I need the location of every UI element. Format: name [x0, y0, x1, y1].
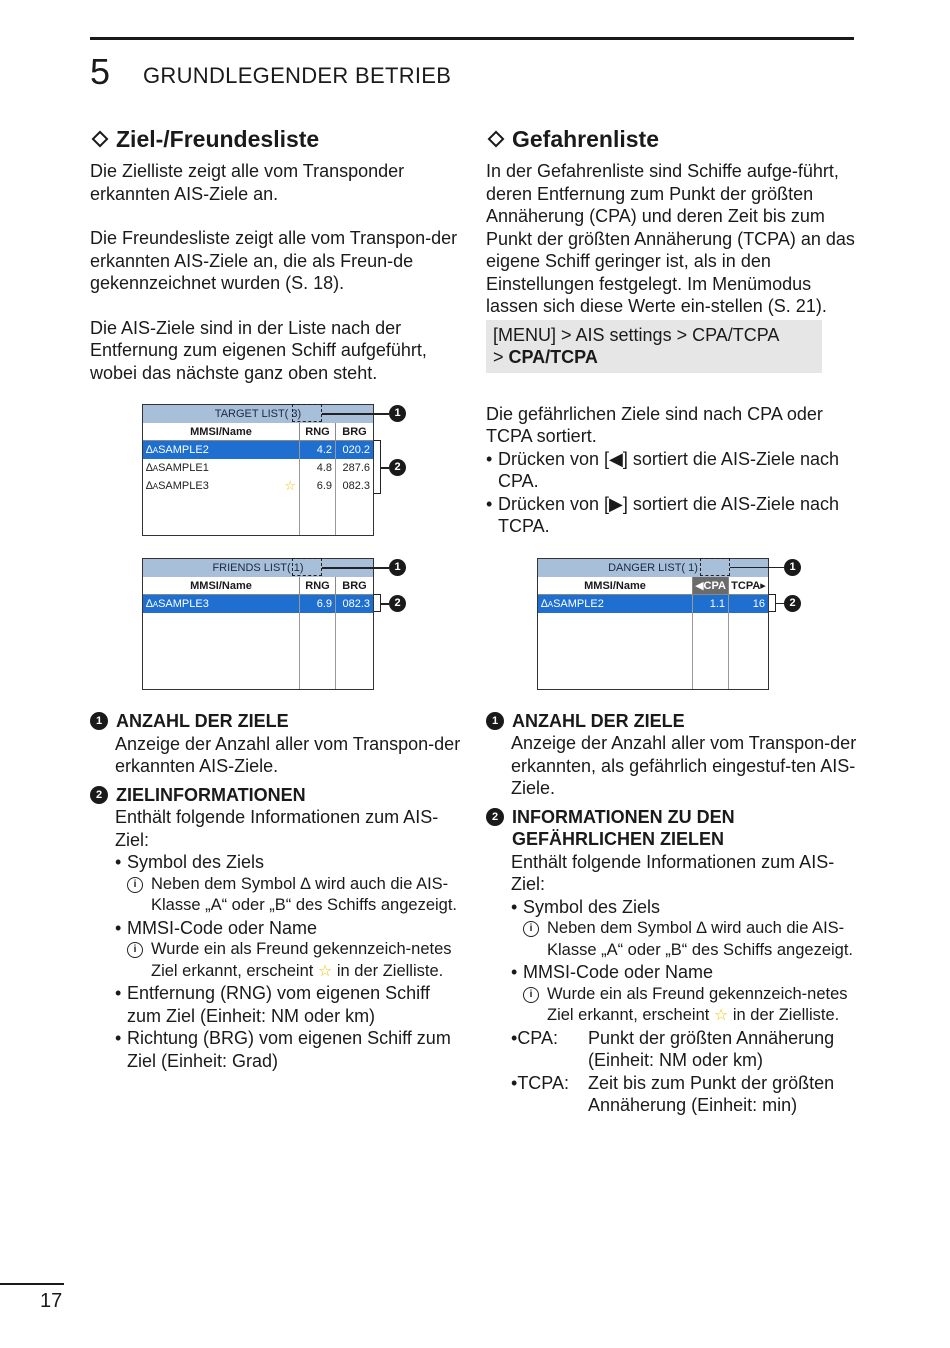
section-title-danger-list: Gefahrenliste [486, 124, 858, 154]
chapter-number: 5 [90, 51, 111, 92]
paragraph: Die Zielliste zeigt alle vom Transponder erkannten AIS-Ziele an. [90, 161, 405, 204]
chapter-title: GRUNDLEGENDER BETRIEB [143, 63, 452, 88]
target-icon: ∆ [146, 480, 153, 492]
definition-tcpa: •TCPA: Zeit bis zum Punkt der größten Annäherung (Einheit: min) [511, 1072, 835, 1115]
list-item: • Drücken von [▶] sortiert die AIS-Ziele nach TCPA. [486, 493, 839, 536]
list-item: • Symbol des Ziels [511, 896, 661, 917]
diamond-icon [92, 131, 109, 148]
list-item: • MMSI-Code oder Name [511, 962, 714, 982]
callout-2: 2 [90, 786, 108, 804]
column-header: RNG [299, 423, 335, 440]
screen-title: TARGET LIST( 3) [143, 405, 373, 423]
count-highlight [292, 558, 322, 576]
callout-2: 2 [389, 459, 406, 476]
target-icon: ∆ [541, 597, 548, 610]
column-header: MMSI/Name [190, 426, 252, 438]
paragraph: In der Gefahrenliste sind Schiffe aufge-führt, deren Entfernung zum Punkt der größten Annäherung (CPA) und deren Zeit bis zum Punkt der größten Annäherung (TCPA) an das eigene Schiff geringer ist, als in den Einstellungen festgelegt. Im Menümodus lassen sich diese Werte ein-stellen (S. 21). [486, 161, 855, 316]
page-rule [0, 1283, 64, 1285]
callout-1: 1 [389, 559, 406, 576]
column-header: MMSI/Name [190, 580, 252, 592]
list-item: • Drücken von [◀] sortiert die AIS-Ziele nach CPA. [486, 448, 839, 491]
item-heading: 2 ZIELINFORMATIONEN [90, 784, 462, 807]
item-heading: 1 ANZAHL DER ZIELE [90, 710, 462, 733]
column-header: MMSI/Name [584, 579, 646, 592]
diamond-icon [488, 131, 505, 148]
item-text: Anzeige der Anzahl aller vom Transpon-der erkannten, als gefährlich eingestuf-ten AIS-Ziele. [511, 733, 857, 798]
callout-1: 1 [90, 712, 108, 730]
item-text: Enthält folgende Informationen zum AIS-Ziel: [511, 851, 835, 894]
friends-list-figure [90, 558, 462, 690]
definition-cpa: •CPA: Punkt der größten Annäherung (Einheit: NM oder km) [511, 1027, 835, 1070]
screen-header [143, 423, 373, 441]
danger-list-screen [537, 558, 769, 690]
callout-1: 1 [486, 712, 504, 730]
table-row: ∆ASAMPLE1 4.8 287.6 [143, 459, 373, 477]
column-header: RNG [299, 577, 335, 594]
callout-1: 1 [389, 405, 406, 422]
item-text: Enthält folgende Informationen zum AIS-Ziel: [115, 807, 439, 850]
list-item: • Richtung (BRG) vom eigenen Schiff zum Ziel (Einheit: Grad) [115, 1028, 451, 1071]
column-header-cpa: ◀CPA [692, 577, 728, 594]
paragraph: Die gefährlichen Ziele sind nach CPA oder TCPA sortiert. [486, 403, 823, 446]
count-highlight [700, 558, 730, 576]
callout-2: 2 [784, 595, 801, 612]
table-row: ∆ASAMPLE2 1.1 16 [538, 595, 768, 613]
info-icon: i [523, 921, 539, 937]
left-column [90, 124, 462, 1072]
info-note: i Wurde ein als Freund gekennzeich-netes Ziel erkannt, erscheint ☆ in der Zielliste. [511, 984, 858, 1027]
column-header-tcpa: TCPA▸ [728, 577, 768, 594]
info-note: i Neben dem Symbol ∆ wird auch die AIS-Klasse „A“ oder „B“ des Schiffs angezeigt. [511, 918, 858, 961]
info-icon: i [127, 877, 143, 893]
danger-list-figure [486, 558, 858, 690]
column-header: BRG [335, 423, 373, 440]
target-list-screen [142, 404, 374, 536]
target-icon: ∆ [146, 444, 153, 456]
info-icon: i [523, 987, 539, 1003]
table-row: ∆ASAMPLE3 6.9 082.3 [143, 595, 373, 613]
right-column [486, 124, 858, 1117]
list-item: • Symbol des Ziels [115, 852, 265, 872]
target-icon: ∆ [146, 462, 153, 474]
screen-header [538, 577, 768, 595]
star-icon: ☆ [713, 1007, 729, 1024]
info-note: i Wurde ein als Freund gekennzeich-netes Ziel erkannt, erscheint ☆ in der Zielliste. [115, 939, 462, 982]
callout-2: 2 [389, 595, 406, 612]
definition-list [511, 1027, 858, 1117]
item-text: Anzeige der Anzahl aller vom Transpon-der erkannten AIS-Ziele. [115, 733, 461, 776]
star-icon: ☆ [317, 962, 333, 980]
table-row: ∆ASAMPLE2 4.2 020.2 [143, 441, 373, 459]
screen-header [143, 577, 373, 595]
list-item: • Entfernung (RNG) vom eigenen Schiff zum Ziel (Einheit: NM oder km) [115, 983, 430, 1026]
page-number: 17 [40, 1290, 63, 1312]
target-icon: ∆ [146, 598, 153, 610]
count-highlight [292, 404, 322, 422]
screen-title: FRIENDS LIST( 1) [143, 559, 373, 577]
item-heading: 1 ANZAHL DER ZIELE [486, 710, 858, 733]
callout-1: 1 [784, 559, 801, 576]
friends-list-screen [142, 558, 374, 690]
table-row: ∆ASAMPLE3 ☆ 6.9 082.3 [143, 477, 373, 495]
friend-star-icon: ☆ [284, 478, 296, 493]
paragraph: Die Freundesliste zeigt alle vom Transpon-der erkannten AIS-Ziele an, die als Freun-de gekennzeichnet wurden (S. 18). [90, 228, 458, 293]
column-header: BRG [335, 577, 373, 594]
section-title-target-list: Ziel-/Freundesliste [90, 124, 462, 154]
target-list-figure [90, 404, 462, 536]
info-note: i Neben dem Symbol ∆ wird auch die AIS-Klasse „A“ oder „B“ des Schiffs angezeigt. [115, 874, 462, 917]
menu-path-box: [MENU] > AIS settings > CPA/TCPA > CPA/TCPA [486, 320, 822, 373]
info-icon: i [127, 942, 143, 958]
list-item: • MMSI-Code oder Name [115, 917, 318, 938]
top-rule [90, 37, 854, 40]
screen-title: DANGER LIST( 1) [538, 559, 768, 577]
callout-2: 2 [486, 808, 504, 826]
item-heading: 2 INFORMATIONEN ZU DEN GEFÄHRLICHEN ZIELEN [486, 806, 858, 851]
paragraph: Die AIS-Ziele sind in der Liste nach der Entfernung zum eigenen Schiff aufgeführt, wobei das nächste ganz oben steht. [90, 317, 427, 383]
